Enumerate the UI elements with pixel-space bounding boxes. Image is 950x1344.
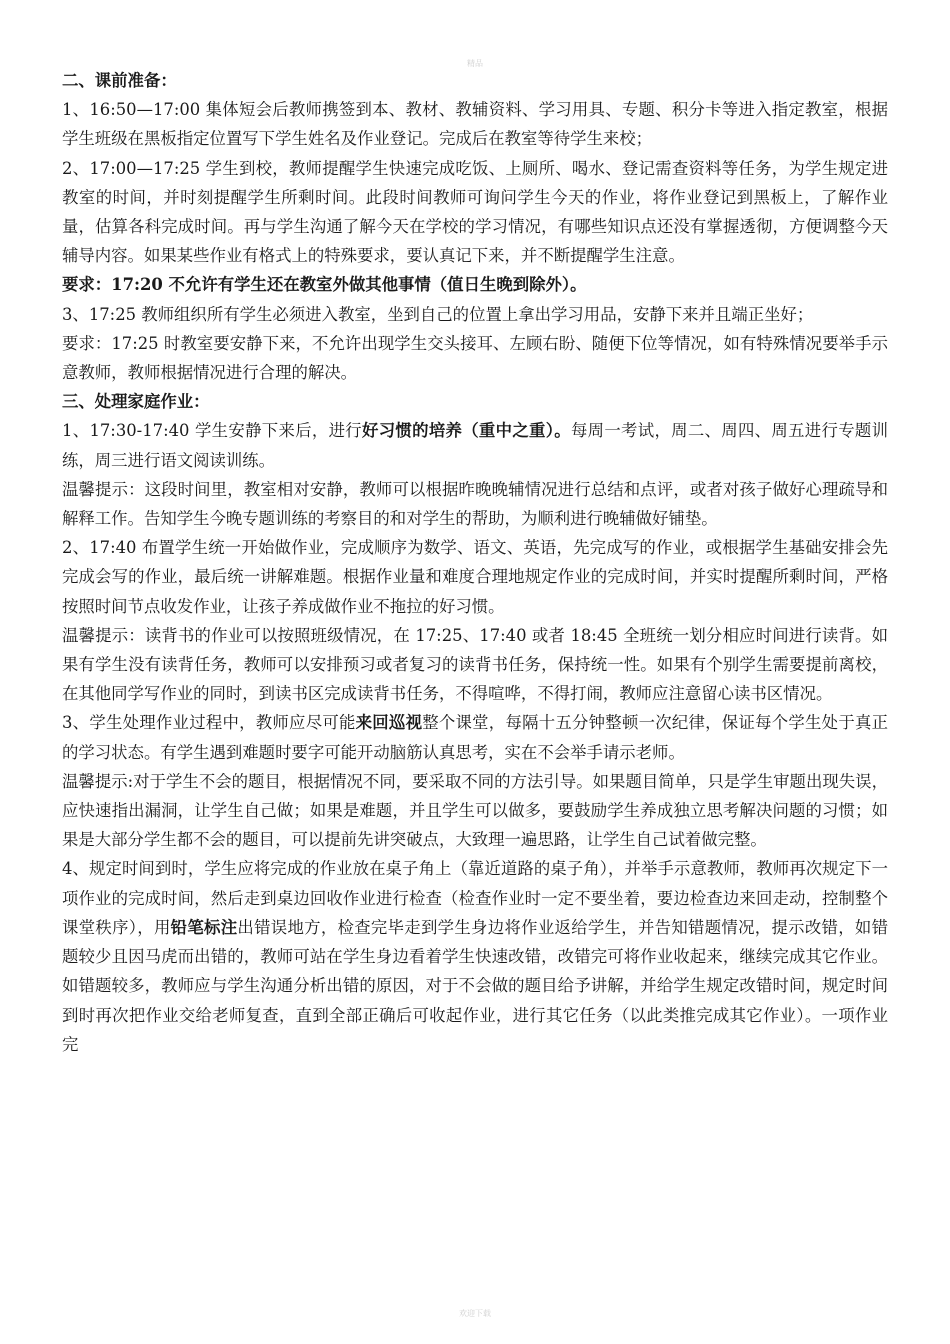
homework-4-text-c: 出错误地方，检查完毕走到学生身边将作业返给学生，并告知错题情况，提示改错，如错题较少且因马虎而出错的，教师可站在学生身边看着学生快速改错，改错完可将作业收起来，继续完成其它作业。如错题较多，教师应与学生沟通分析出错的原因，对于不会做的题目给予讲解，并给学生规定改错时间，规定时间到时再次把作业交给老师复查，直到全部正确后可收起作业，进行其它任务（以此类推完成其它作业）。一项作业完 bbox=[62, 917, 889, 1054]
homework-3-emphasis: 来回巡视 bbox=[355, 713, 423, 733]
homework-1-text-a: 1、17:30-17:40 学生安静下来后，进行 bbox=[62, 421, 363, 441]
homework-4-emphasis: 铅笔标注 bbox=[170, 917, 238, 937]
requirement-1: 要求：17:20 不允许有学生还在教室外做其他事情（值日生晚到除外）。 bbox=[62, 275, 587, 295]
tip-1: 温馨提示：这段时间里，教室相对安静，教师可以根据昨晚晚辅情况进行总结和点评，或者对孩子做好心理疏导和解释工作。告知学生今晚专题训练的考察目的和对学生的帮助，为顺利进行晚辅做好铺垫。 bbox=[62, 479, 888, 529]
paragraph-homework-1 bbox=[62, 416, 888, 474]
section-heading-homework: 三、处理家庭作业： bbox=[62, 392, 210, 412]
document-body bbox=[62, 66, 888, 1059]
tip-3: 温馨提示:对于学生不会的题目，根据情况不同，要采取不同的方法引导。如果题目简单，只是学生审题出现失误，应快速指出漏洞，让学生自己做；如果是难题，并且学生可以做多，要鼓励学生养成独立思考解决问题的习惯；如果是大部分学生都不会的题目，可以提前先讲突破点，大致理一遍思路，让学生自己试着做完整。 bbox=[62, 771, 888, 850]
tip-2: 温馨提示：读背书的作业可以按照班级情况，在 17:25、17:40 或者 18:45 全班统一划分相应时间进行读背。如果有学生没有读背任务，教师可以安排预习或者复习的读背书任务，保持统一性。如果有个别学生需要提前离校，在其他同学写作业的同时，到读书区完成读背书任务，不得喧哗，不得打闹，教师应注意留心读书区情况。 bbox=[62, 625, 888, 704]
paragraph-prep-3: 3、17:25 教师组织所有学生必须进入教室，坐到自己的位置上拿出学习用品，安静下来并且端正坐好； bbox=[62, 304, 814, 324]
requirement-2: 要求：17:25 时教室要安静下来，不允许出现学生交头接耳、左顾右盼、随便下位等情况，如有特殊情况要举手示意教师，教师根据情况进行合理的解决。 bbox=[62, 333, 888, 383]
paragraph-prep-1: 1、16:50—17:00 集体短会后教师携签到本、教材、教辅资料、学习用具、专题、积分卡等进入指定教室，根据学生班级在黑板指定位置写下学生姓名及作业登记。完成后在教室等待学生来校； bbox=[62, 100, 888, 149]
paragraph-homework-3 bbox=[62, 708, 888, 766]
paragraph-homework-4 bbox=[62, 854, 888, 1058]
paragraph-prep-2: 2、17:00—17:25 学生到校，教师提醒学生快速完成吃饭、上厕所、喝水、登记需查资料等任务，为学生规定进教室的时间，并时刻提醒学生所剩时间。此段时间教师可询问学生今天的作业，将作业登记到黑板上，了解作业量，估算各科完成时间。再与学生沟通了解今天在学校的学习情况，有哪些知识点还没有掌握透彻，方便调整今天辅导内容。如果某些作业有格式上的特殊要求，要认真记下来，并不断提醒学生注意。 bbox=[62, 158, 888, 266]
homework-3-text-c: 整个课堂，每隔十五分钟整顿一次纪律，保证每个学生处于真正的学习状态。有学生遇到难题时要字可能开动脑筋认真思考，实在不会举手请示老师。 bbox=[62, 713, 888, 762]
section-heading-prep: 二、课前准备： bbox=[62, 71, 177, 90]
footer-watermark: 欢迎下载 bbox=[459, 1309, 491, 1318]
homework-3-text-a: 3、学生处理作业过程中，教师应尽可能 bbox=[62, 713, 356, 733]
paragraph-homework-2: 2、17:40 布置学生统一开始做作业，完成顺序为数学、语文、英语，先完成写的作业，或根据学生基础安排会先完成会写的作业，最后统一讲解难题。根据作业量和难度合理地规定作业的完成时间，并实时提醒所剩时间，严格按照时间节点收发作业，让孩子养成做作业不拖拉的好习惯。 bbox=[62, 538, 888, 616]
homework-4-text-a: 4、规定时间到时，学生应将完成的作业放在桌子角上（靠近道路的桌子角），并举手示意教师，教师再次规定下一项作业的完成时间，然后走到桌边回收作业进行检查（检查作业时一定不要坐着，要边检查边来回走动，控制整个课堂秩序），用 bbox=[62, 859, 888, 937]
homework-1-emphasis: 好习惯的培养（重中之重）。 bbox=[362, 421, 571, 441]
header-watermark: 精品 bbox=[467, 59, 483, 68]
homework-1-text-c: 每周一考试，周二、周四、周五进行专题训练，周三进行语文阅读训练。 bbox=[62, 421, 888, 470]
